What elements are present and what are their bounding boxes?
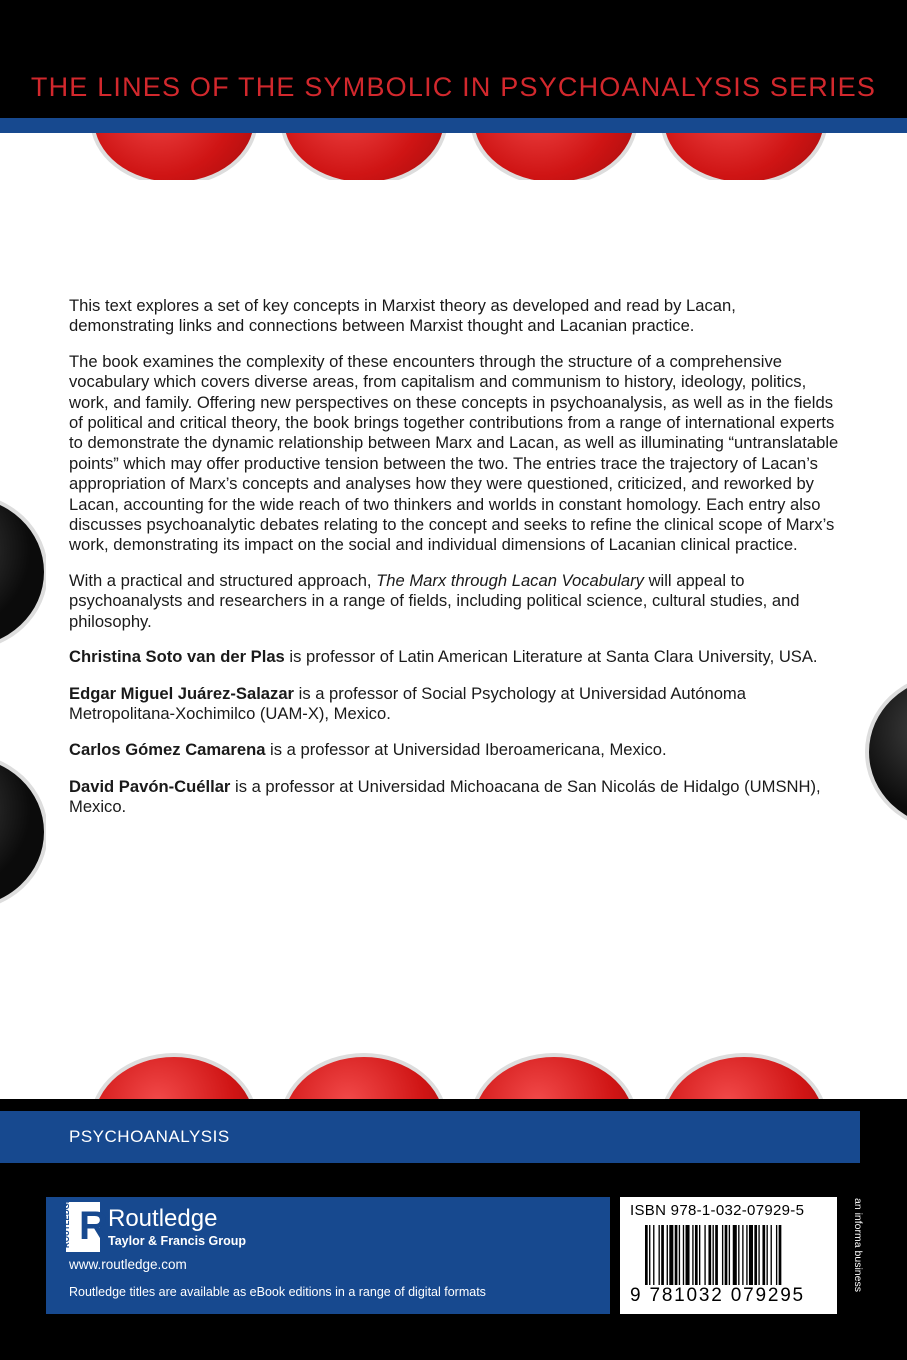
red-circle-decoration xyxy=(90,1053,258,1099)
author-bio-text: is a professor at Universidad Michoacana de San Nicolás de Hidalgo (UMSNH), Mexico. xyxy=(69,776,821,817)
header-blue-strip xyxy=(0,118,907,133)
book-title: The Marx through Lacan Vocabulary xyxy=(376,570,644,590)
author-name: Christina Soto van der Plas xyxy=(69,647,285,667)
publisher-url: www.routledge.com xyxy=(69,1257,187,1272)
author-bio xyxy=(69,777,839,818)
routledge-logo-letter: R xyxy=(79,1204,108,1248)
category-label: PSYCHOANALYSIS xyxy=(69,1127,230,1146)
blurb-paragraph xyxy=(69,571,839,632)
isbn-label: ISBN 978-1-032-07929-5 xyxy=(630,1202,805,1219)
author-bio-text: is a professor of Social Psychology at Universidad Autónoma Metropolitana-Xochimilco (UAM-X), Mexico. xyxy=(69,683,746,723)
blurb-text: With a practical and structured approach, xyxy=(69,570,377,590)
hammer-sickle-circle-decoration xyxy=(660,133,828,186)
black-circle-decoration xyxy=(865,673,907,831)
author-bio xyxy=(69,740,839,760)
author-name: Edgar Miguel Juárez-Salazar xyxy=(69,683,295,703)
red-circle-decoration xyxy=(470,133,638,186)
black-circle-decoration xyxy=(0,493,48,651)
publisher-group: Taylor & Francis Group xyxy=(108,1234,246,1248)
author-bio xyxy=(69,684,839,725)
author-bio-text: is professor of Latin American Literature at Santa Clara University, USA. xyxy=(284,647,818,667)
barcode-icon xyxy=(645,1225,825,1285)
red-circle-decoration xyxy=(470,1053,638,1099)
hammer-sickle-circle-decoration xyxy=(660,1053,828,1099)
informa-tagline: an informa business xyxy=(852,1198,864,1292)
author-bio xyxy=(69,647,839,667)
back-cover-blurb xyxy=(69,296,839,834)
black-circle-decoration xyxy=(0,753,48,911)
author-bio-text: is a professor at Universidad Iberoamericana, Mexico. xyxy=(265,740,667,760)
publisher-name: Routledge xyxy=(108,1205,218,1232)
red-circle-decoration xyxy=(90,133,258,186)
red-circle-decoration xyxy=(280,133,448,186)
routledge-logo-vertical-text: ROUTLEDGE xyxy=(62,1197,71,1248)
ebook-note: Routledge titles are available as eBook editions in a range of digital formats xyxy=(69,1285,486,1299)
author-name: David Pavón-Cuéllar xyxy=(69,776,231,796)
author-name: Carlos Gómez Camarena xyxy=(69,740,266,760)
bottom-bar xyxy=(0,1314,907,1360)
barcode-digits: 9 781032 079295 xyxy=(630,1285,805,1306)
red-circle-decoration xyxy=(280,1053,448,1099)
blurb-paragraph: This text explores a set of key concepts in Marxist theory as developed and read by Lacan, demonstrating links and connections between Marxist thought and Lacanian practice. xyxy=(69,296,736,336)
category-divider xyxy=(0,1099,907,1111)
blurb-text: will appeal to psychoanalysts and researchers in a range of fields, including political science, cultural studies, and philosophy. xyxy=(69,570,800,631)
blurb-paragraph: The book examines the complexity of these encounters through the structure of a comprehensive vocabulary which covers diverse areas, from capitalism and communism to history, ideology, politics, work, and family. Offering new perspectives on these concepts in psychoanalysis, as well as in the fields of political and critical theory, the book brings together contributions from a range of international experts to demonstrate the dynamic relationship between Marx and Lacan, as well as illuminating “untranslatable points” which may offer productive tension between the two. The entries trace the trajectory of Lacan’s appropriation of Marx’s concepts and analyses how they were questioned, criticized, and reworked by Lacan, accounting for the wide reach of two thinkers and worlds in constant homology. Each entry also discusses psychoanalytic debates relating to the concept and seeks to refine the clinical scope of Marx’s work, demonstrating its impact on the social and individual dimensions of Lacanian clinical practice. xyxy=(69,351,839,555)
series-title: THE LINES OF THE SYMBOLIC IN PSYCHOANALYSIS SERIES xyxy=(30,72,877,102)
